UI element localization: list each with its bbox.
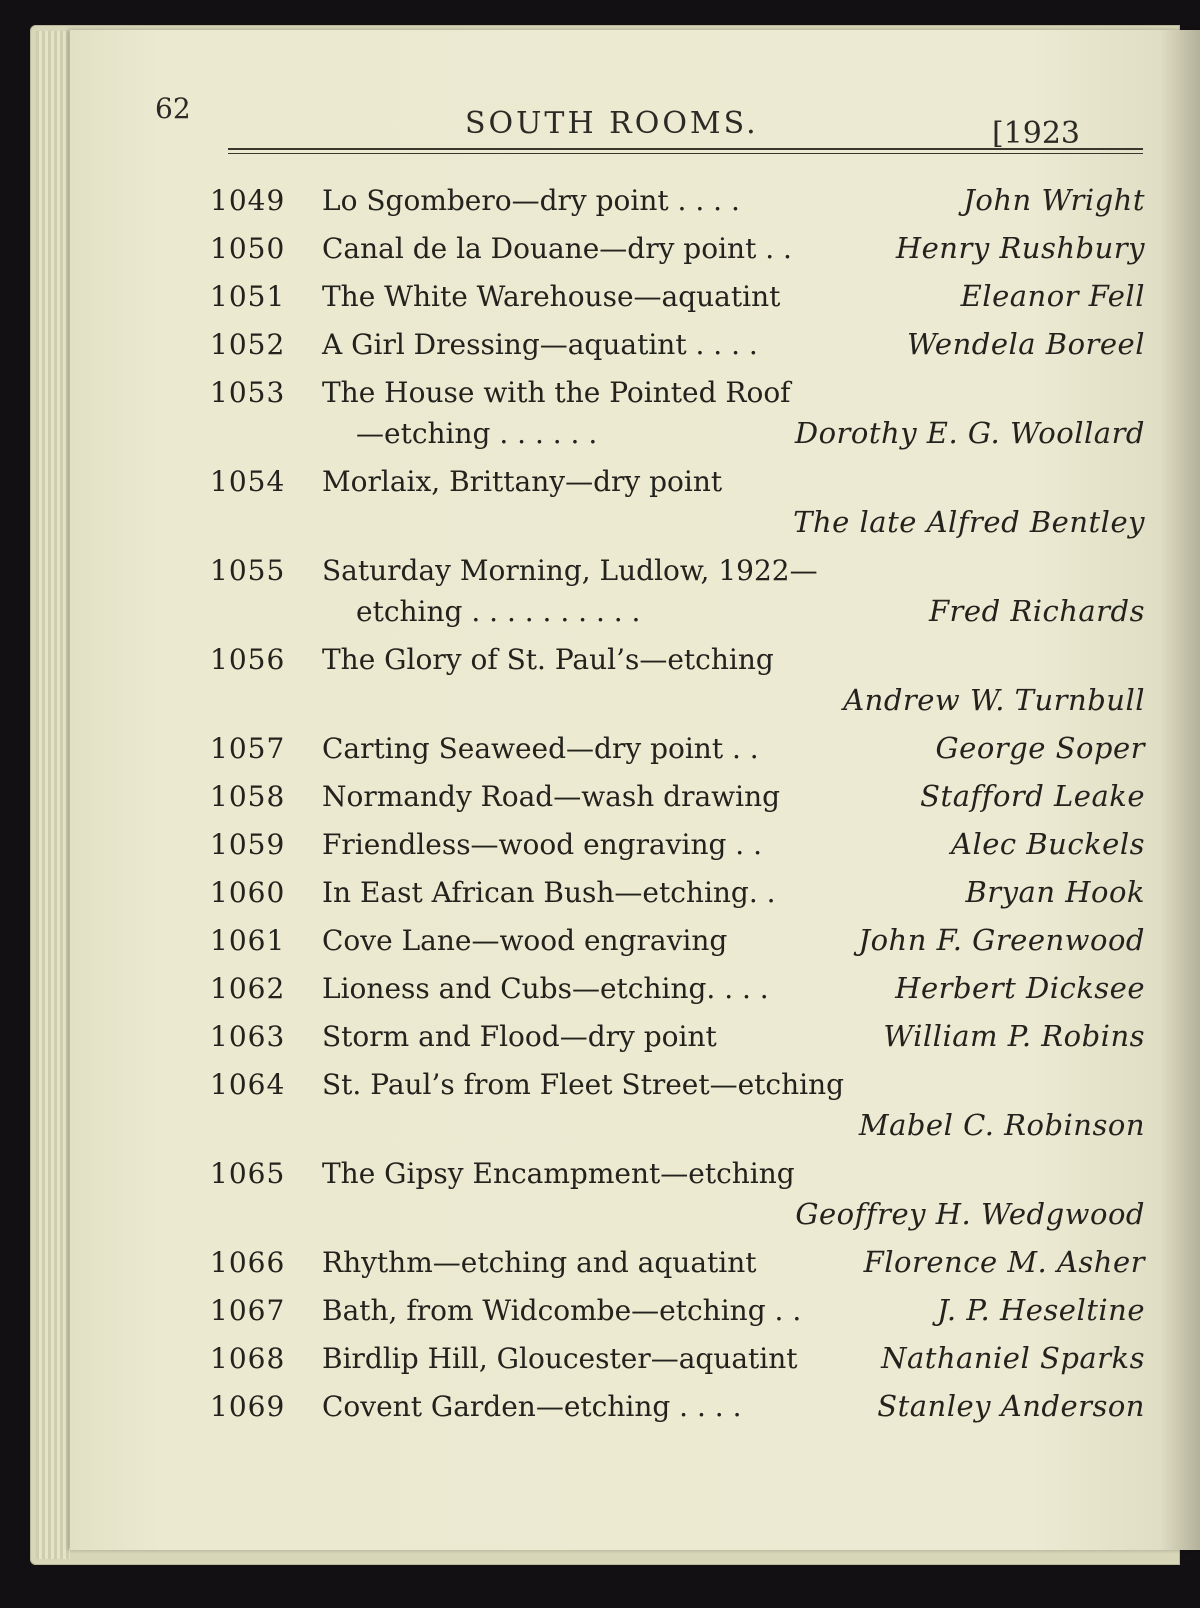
catalogue-entry (210, 639, 1145, 721)
entry-artist: Eleanor Fell (960, 279, 1145, 313)
page-header (155, 92, 1080, 151)
entry-artist: Stafford Leake (920, 779, 1145, 813)
entry-title: Canal de la Douane—dry point . . (322, 232, 792, 265)
catalogue-entry (210, 968, 1145, 1009)
catalogue-entry (210, 276, 1145, 317)
entry-title: The Glory of St. Paul’s—etching (322, 643, 774, 676)
entry-title: In East African Bush—etching. . (322, 876, 776, 909)
catalogue-entry (210, 1016, 1145, 1057)
entry-number: 1063 (210, 1020, 286, 1053)
entry-number: 1061 (210, 924, 286, 957)
entry-title: Friendless—wood engraving . . (322, 828, 763, 861)
entry-artist: William P. Robins (883, 1019, 1145, 1053)
entry-artist: Alec Buckels (951, 827, 1145, 861)
catalogue-entry (210, 228, 1145, 269)
entry-title: Saturday Morning, Ludlow, 1922— (322, 554, 818, 587)
entry-number: 1051 (210, 280, 286, 313)
catalogue-entry (210, 920, 1145, 961)
entry-artist: Geoffrey H. Wedgwood (795, 1197, 1145, 1231)
entry-number: 1059 (210, 828, 286, 861)
entry-title: Bath, from Widcombe—etching . . (322, 1294, 802, 1327)
catalogue-entry (210, 776, 1145, 817)
catalogue-entry (210, 728, 1145, 769)
entry-artist: J. P. Heseltine (937, 1293, 1145, 1327)
entry-number: 1058 (210, 780, 286, 813)
entry-artist: Nathaniel Sparks (881, 1341, 1145, 1375)
entry-title: St. Paul’s from Fleet Street—etching (322, 1068, 845, 1101)
entry-title-continuation: —etching . . . . . . (356, 417, 598, 450)
entry-title: Normandy Road—wash drawing (322, 780, 781, 813)
entry-artist: Bryan Hook (965, 875, 1145, 909)
section-title: SOUTH ROOMS. (465, 106, 759, 141)
entry-title: The White Warehouse—aquatint (322, 280, 781, 313)
entry-number: 1056 (210, 643, 286, 676)
entry-number: 1064 (210, 1068, 286, 1101)
entry-artist: Fred Richards (928, 594, 1145, 628)
entry-number: 1050 (210, 232, 286, 265)
entry-number: 1053 (210, 376, 286, 409)
entry-title: A Girl Dressing—aquatint . . . . (322, 328, 758, 361)
entry-number: 1055 (210, 554, 286, 587)
entry-number: 1060 (210, 876, 286, 909)
catalogue-entry (210, 1386, 1145, 1427)
entry-title: Cove Lane—wood engraving (322, 924, 728, 957)
entry-title: The House with the Pointed Roof (322, 376, 791, 409)
page-edge-shadow (1160, 30, 1200, 1550)
entry-artist: Wendela Boreel (906, 327, 1145, 361)
catalogue-entry (210, 872, 1145, 913)
entry-artist: Mabel C. Robinson (858, 1108, 1145, 1142)
entry-artist: Herbert Dicksee (895, 971, 1145, 1005)
entry-artist: The late Alfred Bentley (793, 505, 1145, 539)
entry-number: 1067 (210, 1294, 286, 1327)
entry-number: 1049 (210, 184, 286, 217)
entry-artist: Florence M. Asher (863, 1245, 1145, 1279)
entry-number: 1052 (210, 328, 286, 361)
catalogue-entry (210, 1290, 1145, 1331)
entry-artist: Dorothy E. G. Woollard (794, 416, 1145, 450)
entry-artist: John Wright (963, 183, 1145, 217)
entry-title: Carting Seaweed—dry point . . (322, 732, 759, 765)
entry-title: Covent Garden—etching . . . . (322, 1390, 742, 1423)
entry-number: 1057 (210, 732, 286, 765)
catalogue-entry (210, 550, 1145, 632)
catalogue-entries (210, 180, 1145, 1434)
catalogue-entry (210, 1153, 1145, 1235)
entry-artist: Stanley Anderson (877, 1389, 1145, 1423)
entry-artist: John F. Greenwood (858, 923, 1145, 957)
entry-number: 1066 (210, 1246, 286, 1279)
catalogue-entry (210, 1064, 1145, 1146)
entry-number: 1068 (210, 1342, 286, 1375)
entry-title: Lioness and Cubs—etching. . . . (322, 972, 769, 1005)
entry-title: Birdlip Hill, Gloucester—aquatint (322, 1342, 798, 1375)
catalogue-entry (210, 461, 1145, 543)
entry-number: 1065 (210, 1157, 286, 1190)
header-rule (228, 148, 1143, 154)
entry-title: Rhythm—etching and aquatint (322, 1246, 757, 1279)
entry-title-continuation: etching . . . . . . . . . . (356, 595, 641, 628)
catalogue-entry (210, 180, 1145, 221)
entry-artist: Henry Rushbury (895, 231, 1145, 265)
entry-title: The Gipsy Encampment—etching (322, 1157, 795, 1190)
entry-title: Storm and Flood—dry point (322, 1020, 717, 1053)
entry-title: Lo Sgombero—dry point . . . . (322, 184, 740, 217)
page-number: 62 (155, 92, 191, 125)
catalogue-entry (210, 372, 1145, 454)
year-marker: [1923 (991, 116, 1080, 151)
catalogue-entry (210, 824, 1145, 865)
catalogue-entry (210, 1338, 1145, 1379)
entry-title: Morlaix, Brittany—dry point (322, 465, 723, 498)
catalogue-entry (210, 1242, 1145, 1283)
entry-number: 1062 (210, 972, 286, 1005)
entry-number: 1054 (210, 465, 286, 498)
entry-artist: George Soper (935, 731, 1145, 765)
entry-number: 1069 (210, 1390, 286, 1423)
entry-artist: Andrew W. Turnbull (843, 683, 1145, 717)
catalogue-entry (210, 324, 1145, 365)
